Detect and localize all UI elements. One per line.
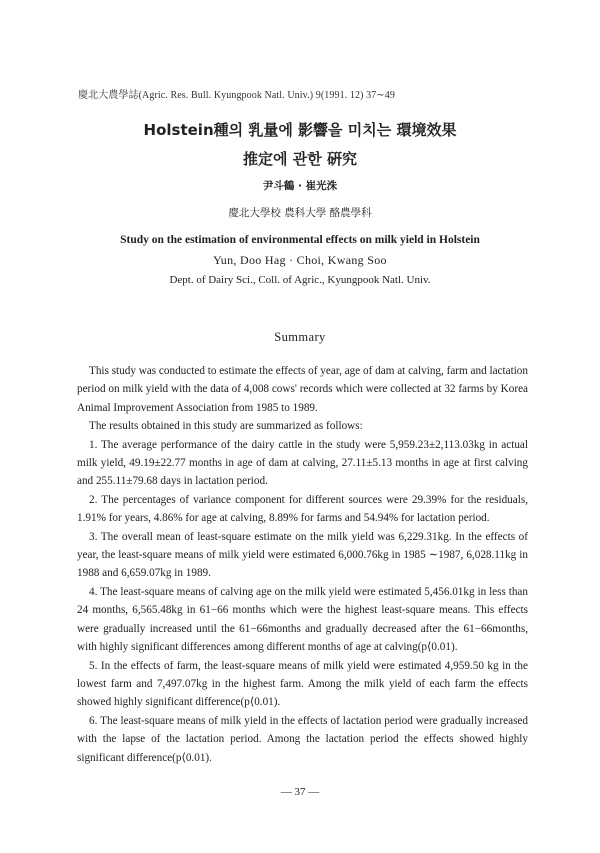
affiliation-korean: 慶北大學校 農科大學 酪農學科 [228,207,372,219]
department-english: Dept. of Dairy Sci., Coll. of Agric., Kyungpook Natl. Univ. [169,274,431,286]
summary-paragraph: 5. In the effects of farm, the least-square means of milk yield were estimated 4,959.50 kg in the lowest farm and 7,497.07kg in the highest farm. Among the milk yield of each farm the effects showed highly significant difference(p⟨0.01). [77,659,528,709]
summary-paragraph: 6. The least-square means of milk yield in the effects of lactation period were gradually increased with the lapse of the lactation period. Among the lactation period the effects showed highly significant difference(p⟨0.01). [77,714,528,764]
summary-body [77,362,528,767]
authors-english: Yun, Doo Hag · Choi, Kwang Soo [213,253,387,267]
title-korean-line2: 推定에 관한 硏究 [243,150,357,168]
summary-paragraph: The results obtained in this study are summarized as follows: [89,420,363,433]
page-number: — 37 — [280,786,320,798]
summary-paragraph: 2. The percentages of variance component for different sources were 29.39% for the residuals, 1.91% for years, 4.86% for age at calving, 8.89% for farms and 54.94% for lactation period. [77,493,528,525]
title-korean-line1: Holstein種의 乳量에 影響을 미치는 環境效果 [143,121,457,139]
authors-korean: 尹斗鶴 · 崔光洙 [262,180,338,192]
summary-paragraph: 1. The average performance of the dairy cattle in the study were 5,959.23±2,113.03kg in actual milk yield, 49.19±22.77 months in age of dam at calving, 27.11±5.13 months in age at first calving and 255.11±79.68 days in lactation period. [77,438,528,488]
summary-paragraph: This study was conducted to estimate the effects of year, age of dam at calving, farm and lactation period on milk yield with the data of 4,008 cows' records which were collected at 32 farms by Korea Animal Improvement Association from 1985 to 1989. [77,365,528,414]
summary-paragraph: 3. The overall mean of least-square estimate on the milk yield was 6,229.31kg. In the effects of year, the least-square means of milk yield were estimated 6,000.76kg in 1985 ∼1987, 6,028.11kg in 1988 and 6,659.07kg in 1989. [77,530,528,580]
title-english: Study on the estimation of environmental effects on milk yield in Holstein [120,234,480,246]
journal-citation: 慶北大農學誌(Agric. Res. Bull. Kyungpook Natl. Univ.) 9(1991. 12) 37∼49 [78,90,395,101]
summary-heading: Summary [274,330,326,344]
summary-paragraph: 4. The least-square means of calving age on the milk yield were estimated 5,456.01kg in less than 24 months, 6,565.48kg in 61−66 months which were the highest least-square means. This effects were gradually increased until the 61−66months and gradually decreased after the 61−66months, with highly significant differences among different months of age at calving(p⟨0.01). [77,585,528,654]
